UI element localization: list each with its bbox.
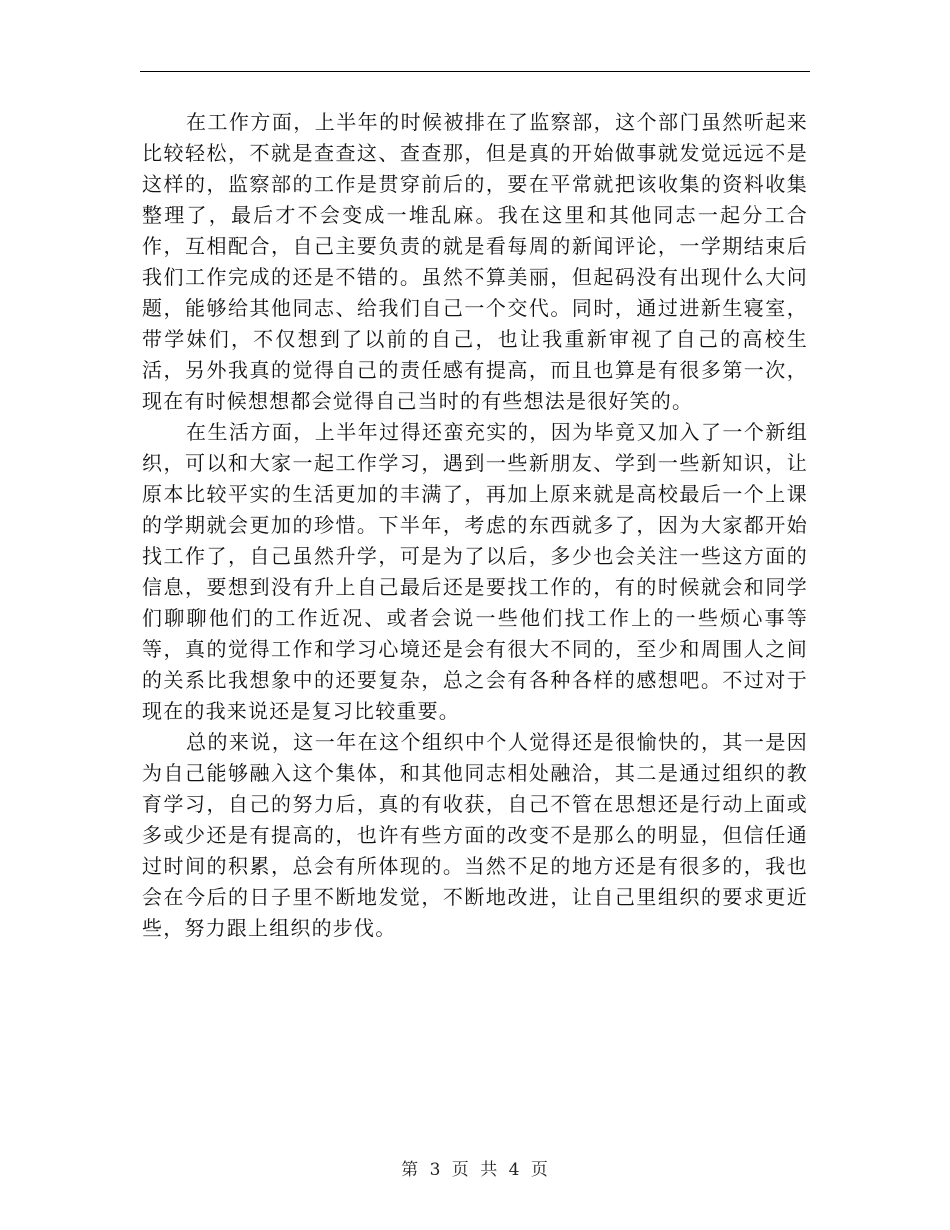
header-rule: [140, 71, 810, 72]
paragraph-work: 在工作方面，上半年的时候被排在了监察部，这个部门虽然听起来比较轻松，不就是查查这、查查那，但是真的开始做事就发觉远远不是这样的，监察部的工作是贯穿前后的，要在平常就把该收集的资料收集整理了，最后才不会变成一堆乱麻。我在这里和其他同志一起分工合作，互相配合，自己主要负责的就是看每周的新闻评论，一学期结束后我们工作完成的还是不错的。虽然不算美丽，但起码没有出现什么大问题，能够给其他同志、给我们自己一个交代。同时，通过进新生寝室，带学妹们，不仅想到了以前的自己，也让我重新审视了自己的高校生活，另外我真的觉得自己的责任感有提高，而且也算是有很多第一次，现在有时候想想都会觉得自己当时的有些想法是很好笑的。: [142, 110, 808, 413]
page-number-footer: 第 3 页 共 4 页: [401, 1160, 549, 1180]
paragraph-summary: 总的来说，这一年在这个组织中个人觉得还是很愉快的，其一是因为自己能够融入这个集体，和其他同志相处融洽，其二是通过组织的教育学习，自己的努力后，真的有收获，自己不管在思想还是行动上面或多或少还是有提高的，也许有些方面的改变不是那么的明显，但信任通过时间的积累，总会有所体现的。当然不足的地方还是有很多的，我也会在今后的日子里不断地发觉，不断地改进，让自己里组织的要求更近些，努力跟上组织的步伐。: [142, 730, 808, 940]
document-body: [142, 107, 808, 944]
paragraph-life: 在生活方面，上半年过得还蛮充实的，因为毕竟又加入了一个新组织，可以和大家一起工作学习，遇到一些新朋友、学到一些新知识，让原本比较平实的生活更加的丰满了，再加上原来就是高校最后一个上课的学期就会更加的珍惜。下半年，考虑的东西就多了，因为大家都开始找工作了，自己虽然升学，可是为了以后，多少也会关注一些这方面的信息，要想到没有升上自己最后还是要找工作的，有的时候就会和同学们聊聊他们的工作近况、或者会说一些他们找工作上的一些烦心事等等，真的觉得工作和学习心境还是会有很大不同的，至少和周围人之间的关系比我想象中的还要复杂，总之会有各种各样的感想吧。不过对于现在的我来说还是复习比较重要。: [142, 420, 808, 723]
